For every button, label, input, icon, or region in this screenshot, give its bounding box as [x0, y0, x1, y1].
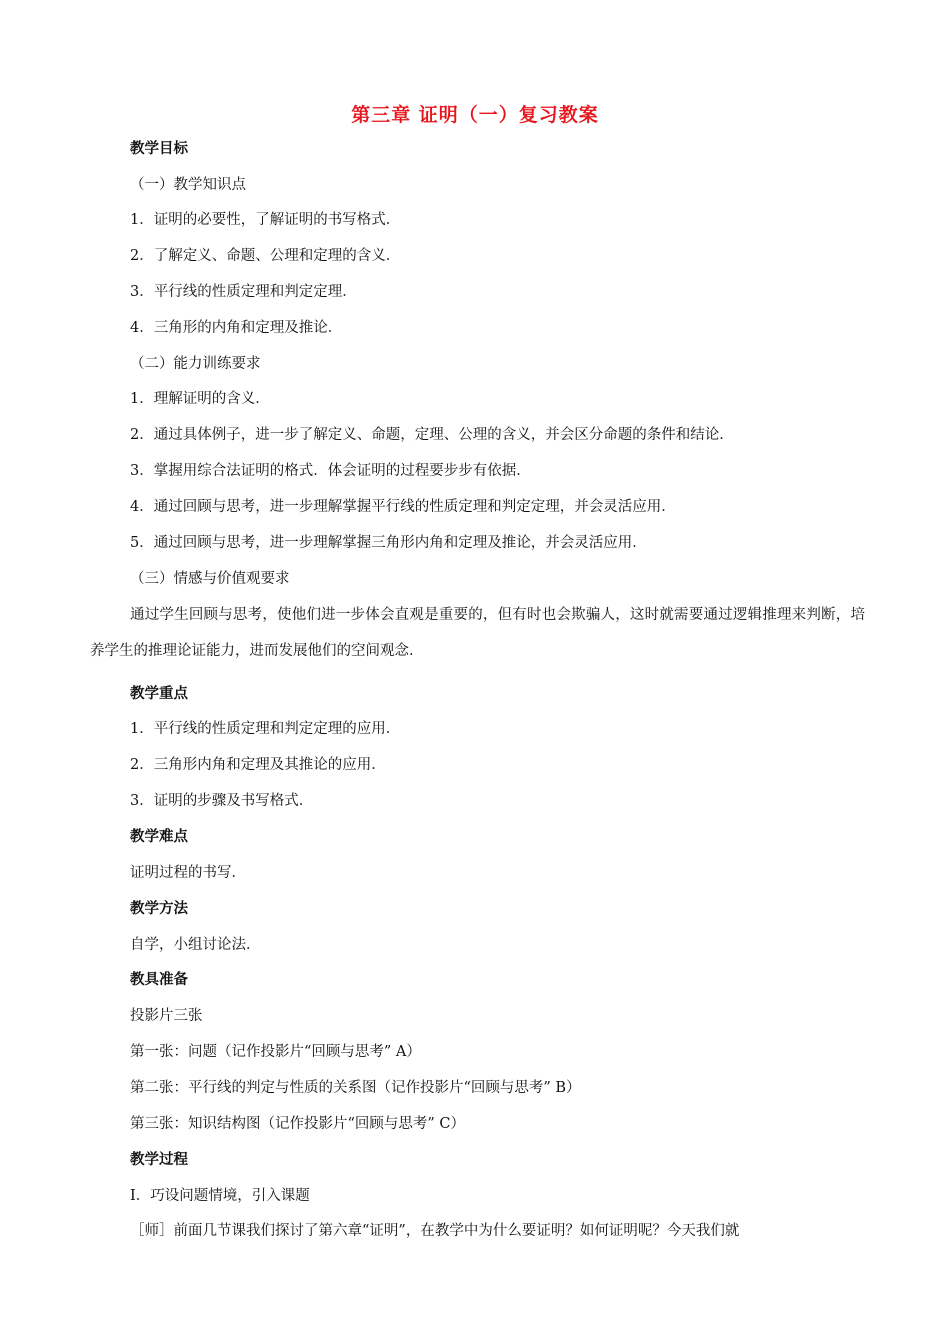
key-point-item: 2．三角形内角和定理及其推论的应用．: [130, 757, 386, 773]
knowledge-item: 2．了解定义、命题、公理和定理的含义．: [130, 248, 401, 264]
ability-item: 1．理解证明的含义．: [130, 391, 270, 407]
emotion-heading: （三）情感与价值观要求: [130, 571, 290, 587]
ability-heading: （二）能力训练要求: [130, 356, 261, 372]
knowledge-heading: （一）教学知识点: [130, 177, 246, 193]
ability-item: 2．通过具体例子，进一步了解定义、命题，定理、公理的含义，并会区分命题的条件和结论．: [130, 427, 734, 443]
process-heading: 教学过程: [130, 1152, 188, 1168]
key-points-heading: 教学重点: [130, 686, 188, 702]
method-text: 自学，小组讨论法．: [130, 937, 261, 953]
emotion-paragraph: 通过学生回顾与思考，使他们进一步体会直观是重要的，但有时也会欺骗人，这时就需要通过逻辑推理来判断，培养学生的推理论证能力，进而发展他们的空间观念．: [90, 607, 865, 659]
key-point-item: 3．证明的步骤及书写格式．: [130, 793, 314, 809]
knowledge-item: 4．三角形的内角和定理及推论．: [130, 320, 343, 336]
knowledge-item: 1．证明的必要性，了解证明的书写格式．: [130, 212, 401, 228]
process-line: Ⅰ．巧设问题情境，引入课题: [130, 1188, 310, 1204]
ability-item: 5．通过回顾与思考，进一步理解掌握三角形内角和定理及推论，并会灵活应用．: [130, 535, 647, 551]
difficulty-text: 证明过程的书写．: [130, 865, 246, 881]
tools-line: 投影片三张: [130, 1008, 203, 1024]
tools-line: 第三张：知识结构图（记作投影片“回顾与思考” C）: [130, 1116, 466, 1132]
process-line: ［师］前面几节课我们探讨了第六章“证明”，在教学中为什么要证明？如何证明呢？今天我们就: [130, 1223, 740, 1239]
knowledge-item: 3．平行线的性质定理和判定定理．: [130, 284, 357, 300]
key-point-item: 1．平行线的性质定理和判定定理的应用．: [130, 721, 401, 737]
tools-heading: 教具准备: [130, 972, 188, 988]
document-title: 第三章 证明（一）复习教案: [351, 104, 599, 126]
tools-line: 第一张：问题（记作投影片“回顾与思考” A）: [130, 1044, 421, 1060]
method-heading: 教学方法: [130, 901, 188, 917]
tools-line: 第二张：平行线的判定与性质的关系图（记作投影片“回顾与思考” B）: [130, 1080, 581, 1096]
ability-item: 3．掌握用综合法证明的格式．体会证明的过程要步步有依据．: [130, 463, 531, 479]
ability-item: 4．通过回顾与思考，进一步理解掌握平行线的性质定理和判定定理，并会灵活应用．: [130, 499, 676, 515]
difficulty-heading: 教学难点: [130, 829, 188, 845]
objectives-heading: 教学目标: [130, 141, 188, 157]
